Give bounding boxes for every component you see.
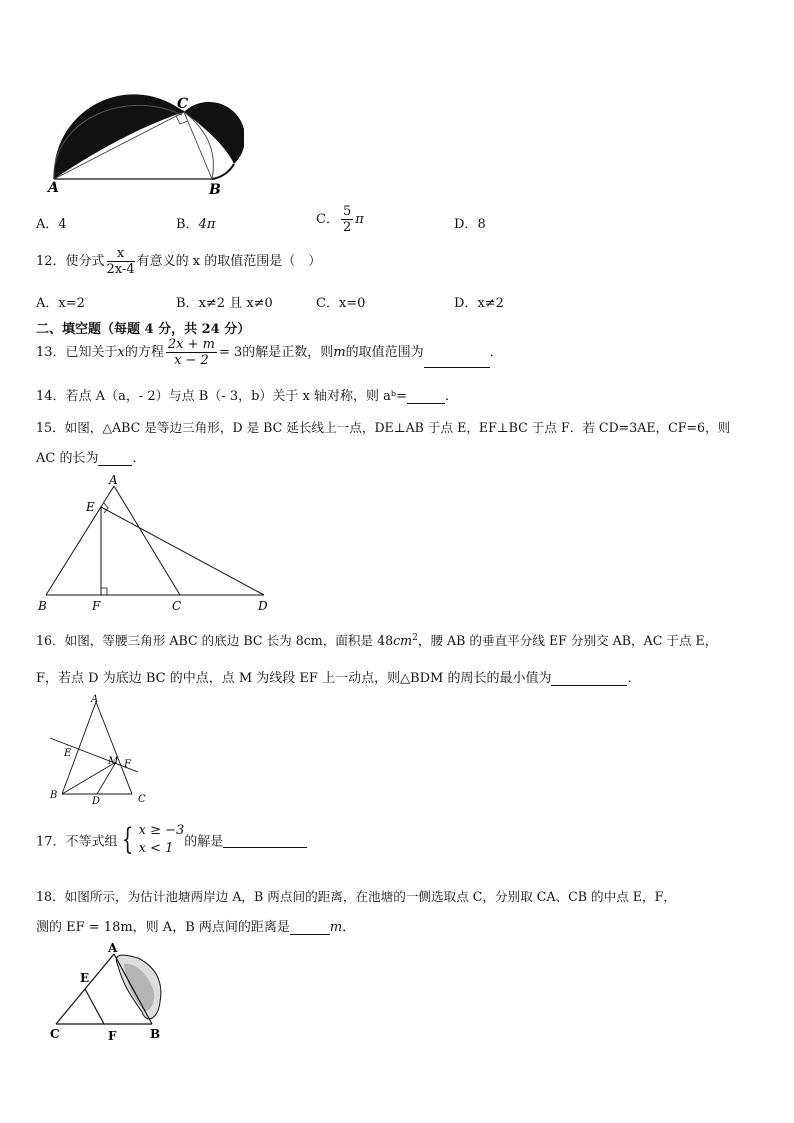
q14-question: 14．若点 A（a，- 2）与点 B（- 3，b）关于 x 轴对称，则 aᵇ= ． — [36, 389, 458, 404]
q15-segment-ac — [114, 486, 180, 595]
section-2-heading: 二、填空题（每题 4 分，共 24 分） — [36, 322, 251, 337]
q16-answer-blank[interactable] — [551, 685, 627, 686]
q15-segment-ed — [101, 507, 264, 595]
q18-line2: 测的 EF = 18m，则 A，B 两点间的距离是 m． — [36, 920, 356, 935]
q13-question: 13．已知关于x的方程 $\frac{2x + m}{x - 2}$ = 3的解是正数，则m的取值范围为 ． — [36, 337, 503, 368]
q16-label-m: M — [108, 756, 119, 767]
q18-label-c: C — [50, 1027, 60, 1041]
q15-label-f: F — [92, 599, 101, 613]
q15-line1: 15．如图，△ABC 是等边三角形，D 是 BC 延长线上一点，DE⊥AB 于点 E，EF⊥BC 于点 F．若 CD=3AE，CF=6，则 — [36, 420, 731, 435]
q13-answer-blank[interactable] — [424, 367, 490, 368]
q13-fraction: $\frac{2x + m}{x - 2}$ — [167, 337, 215, 368]
q17-system: x ≥ −3 x < 1 — [138, 823, 185, 856]
q15-label-a: A — [109, 473, 118, 487]
q11-option-c: C． $\frac{5}{2}$ π — [316, 204, 364, 235]
q18-answer-blank[interactable] — [290, 934, 330, 935]
q16-label-b: B — [50, 790, 58, 801]
q11-label-c: C — [177, 96, 189, 112]
q15-label-e: E — [86, 500, 95, 514]
q11-option-b: B．4π — [176, 217, 216, 232]
q17-brace: { — [121, 822, 133, 857]
q15-line2: AC 的长为 ． — [36, 451, 146, 466]
q12-option-a: A．x=2 — [36, 296, 85, 311]
q11-label-b: B — [209, 182, 221, 194]
q12-fraction: $\frac{x}{2x-4}$ — [106, 246, 135, 277]
q16-label-f: F — [124, 759, 131, 770]
q18-label-a: A — [108, 941, 118, 955]
q15-segment-ab — [46, 486, 114, 595]
q11-figure — [44, 82, 244, 194]
q18-label-e: E — [80, 971, 90, 985]
q11-option-d: D．8 — [454, 217, 486, 232]
q14-answer-blank[interactable] — [407, 403, 445, 404]
q15-answer-blank[interactable] — [98, 465, 132, 466]
q12-option-d: D．x≠2 — [454, 296, 504, 311]
q18-segment-ef — [85, 989, 104, 1024]
q18-figure — [46, 940, 170, 1044]
q16-label-a: A — [91, 694, 99, 705]
q18-label-f: F — [108, 1029, 117, 1043]
q16-segment-ac — [96, 702, 132, 794]
q11-label-a: A — [48, 180, 59, 194]
q11-option-a: A．4 — [36, 217, 67, 232]
q16-line2: F，若点 D 为底边 BC 的中点，点 M 为线段 EF 上一动点，则△BDM 的周长的最小值为 ． — [36, 671, 641, 686]
q16-figure — [46, 692, 158, 808]
q15-label-b: B — [38, 599, 47, 613]
q16-label-e: E — [64, 748, 72, 759]
q17-question: 17．不等式组 { x ≥ −3 x < 1 的解是 — [36, 822, 307, 858]
q15-figure — [34, 472, 274, 614]
q15-label-d: D — [258, 599, 268, 613]
q16-label-d: D — [92, 796, 101, 807]
q12-option-b: B．x≠2 且 x≠0 — [176, 296, 273, 311]
q18-line1: 18．如图所示，为估计池塘两岸边 A，B 两点间的距离，在池塘的一侧选取点 C，分别取 CA、CB 的中点 E，F， — [36, 889, 676, 904]
q16-line1: 16．如图，等腰三角形 ABC 的底边 BC 长为 8cm，面积是 $48cm^2$，腰 AB 的垂直平分线 EF 分别交 AB，AC 于点 E， — [36, 632, 718, 648]
q12-question: 12．使分式 $\frac{x}{2x-4}$ 有意义的 x 的取值范围是（ ） — [36, 246, 322, 277]
q18-label-b: B — [150, 1027, 161, 1041]
q11-option-c-fraction: $\frac{5}{2}$ — [342, 204, 352, 235]
q12-option-c: C．x=0 — [316, 296, 366, 311]
q15-label-c: C — [172, 599, 182, 613]
q16-label-c: C — [138, 794, 146, 805]
q17-answer-blank[interactable] — [223, 833, 307, 848]
